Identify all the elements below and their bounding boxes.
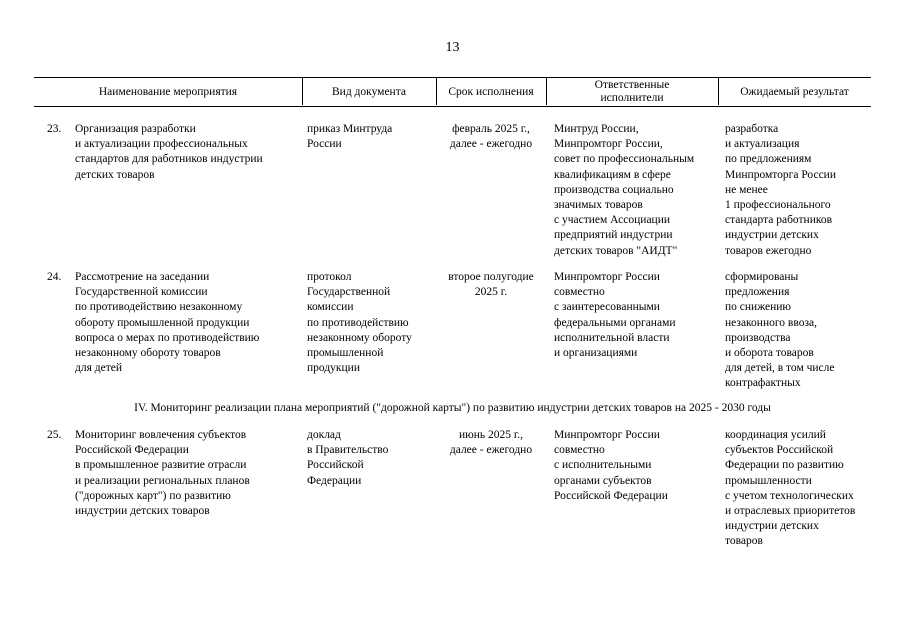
header-bottom-rule (34, 106, 871, 107)
row-responsible: Минпромторг России совместно с заинтересованными федеральными органами исполнительной власти и организациями (554, 271, 676, 360)
row-result: координация усилий субъектов Российской Федерации по развитию промышленности с учетом технологических и отраслевых приоритетов индустрии детских товаров (725, 429, 856, 548)
row-name: Рассмотрение на заседании Государственной комиссии по противодействию незаконному обороту промышленной продукции вопроса о мерах по противодействию незаконному обороту товаров для детей (75, 271, 260, 375)
section-title: IV. Мониторинг реализации плана мероприятий ("дорожной карты") по развитию индустрии детских товаров на 2025 - 2030 годы (134, 402, 771, 414)
row-number: 23. (47, 123, 62, 135)
row-result: сформированы предложения по снижению незаконного ввоза, производства и оборота товаров для детей, в том числе контрафактных (725, 271, 835, 390)
row-responsible: Минтруд России, Минпромторг России, совет по профессиональным квалификациям в сфере производства социально значимых товаров с участием Ассоциации предприятий индустрии детских товаров "АИДТ" (554, 123, 695, 257)
row-deadline: июнь 2025 г., далее - ежегодно (449, 429, 533, 457)
row-number: 25. (47, 429, 62, 441)
row-name: Мониторинг вовлечения субъектов Российской Федерации в промышленное развитие отрасли и реализации региональных планов ("дорожных карт") по развитию индустрии детских товаров (75, 429, 250, 518)
row-responsible: Минпромторг России совместно с исполнительными органами субъектов Российской Федерации (554, 429, 668, 502)
header-deadline: Срок исполнения (448, 85, 534, 98)
header-result: Ожидаемый результат (740, 85, 849, 98)
row-number: 24. (47, 271, 62, 283)
row-result: разработка и актуализация по предложениям Минпромторга России не менее 1 профессионального стандарта работников индустрии детских товаров ежегодно (725, 123, 836, 257)
row-deadline: февраль 2025 г., далее - ежегодно (449, 123, 533, 151)
row-deadline: второе полугодие 2025 г. (448, 271, 534, 299)
page-number: 13 (445, 40, 460, 55)
header-responsible: Ответственные исполнители (594, 79, 670, 104)
row-doc-type: доклад в Правительство Российской Федерации (307, 429, 389, 487)
header-doc-type: Вид документа (332, 85, 406, 98)
header-name: Наименование мероприятия (98, 85, 238, 98)
row-doc-type: приказ Минтруда России (307, 123, 393, 151)
row-doc-type: протокол Государственной комиссии по противодействию незаконному обороту промышленной продукции (307, 271, 412, 375)
row-name: Организация разработки и актуализации профессиональных стандартов для работников индустрии детских товаров (75, 123, 263, 181)
